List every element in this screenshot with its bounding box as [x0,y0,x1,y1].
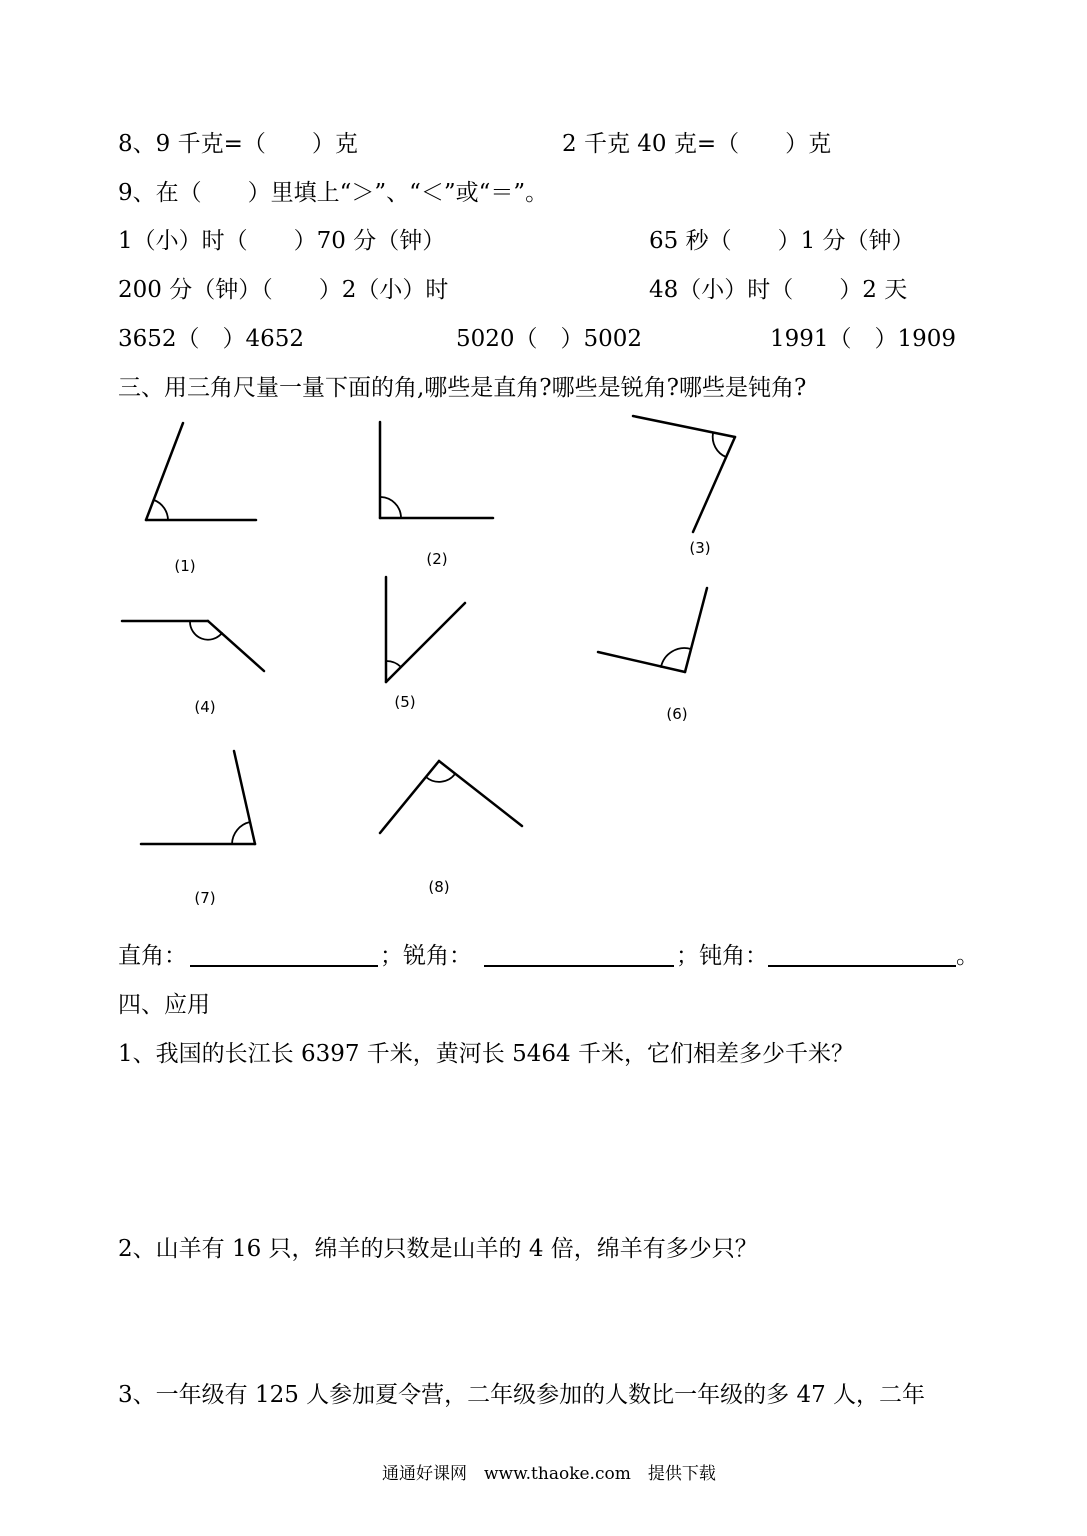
angle-figure-1 [146,423,256,520]
angle-figure-4 [122,621,264,671]
answer-obtuse-angle-label: ；钝角： [676,943,768,969]
q9-row1-left: 1（小）时（ ）70 分（钟） [118,228,446,254]
q9-row3-a: 3652（ ）4652 [118,326,305,352]
application-question-3: 3、一年级有 125 人参加夏令营，二年级参加的人数比一年级的多 47 人，二年 [118,1382,926,1408]
angle-figure-5 [386,577,465,682]
angle-figure-8 [380,761,522,833]
q9-row2-left: 200 分（钟）（ ）2（小）时 [118,277,449,303]
angle-label-8: (8) [428,878,450,896]
angle-label-3: (3) [689,539,711,557]
q9-row3-c: 1991（ ）1909 [770,326,957,352]
application-question-1: 1、我国的长江长 6397 千米，黄河长 5464 千米，它们相差多少千米？ [118,1041,854,1067]
q8-right: 2 千克 40 克=（ ）克 [562,131,832,157]
angle-label-2: (2) [426,550,448,568]
page-footer: 通通好课网 www.thaoke.com 提供下载 [382,1464,716,1484]
q9-row2-right: 48（小）时（ ）2 天 [649,277,908,303]
angle-figure-2 [380,422,493,518]
q9-row3-b: 5020（ ）5002 [456,326,643,352]
section3-title: 三、用三角尺量一量下面的角,哪些是直角?哪些是锐角?哪些是钝角? [118,375,807,401]
angle-label-4: (4) [194,698,216,716]
answer-end-mark: 。 [956,943,979,969]
answer-acute-angle-label: ；锐角： [380,943,472,969]
angle-label-5: (5) [394,693,416,711]
answer-right-angle-label: 直角： [118,943,187,969]
answer-right-angle-blank[interactable] [190,965,378,967]
angle-figure-6 [598,588,707,672]
angle-label-1: (1) [174,557,196,575]
answer-acute-angle-blank[interactable] [484,965,674,967]
q8-left: 8、9 千克=（ ）克 [118,131,358,157]
section4-title: 四、应用 [118,992,210,1018]
angle-label-7: (7) [194,889,216,907]
angle-figure-7 [141,751,255,844]
angle-figure-3 [633,416,735,532]
angle-label-6: (6) [666,705,688,723]
answer-obtuse-angle-blank[interactable] [768,965,956,967]
q9-instruction: 9、在（ ）里填上“＞”、“＜”或“＝”。 [118,180,549,206]
q9-row1-right: 65 秒（ ）1 分（钟） [649,228,915,254]
application-question-2: 2、山羊有 16 只，绵羊的只数是山羊的 4 倍，绵羊有多少只？ [118,1236,758,1262]
